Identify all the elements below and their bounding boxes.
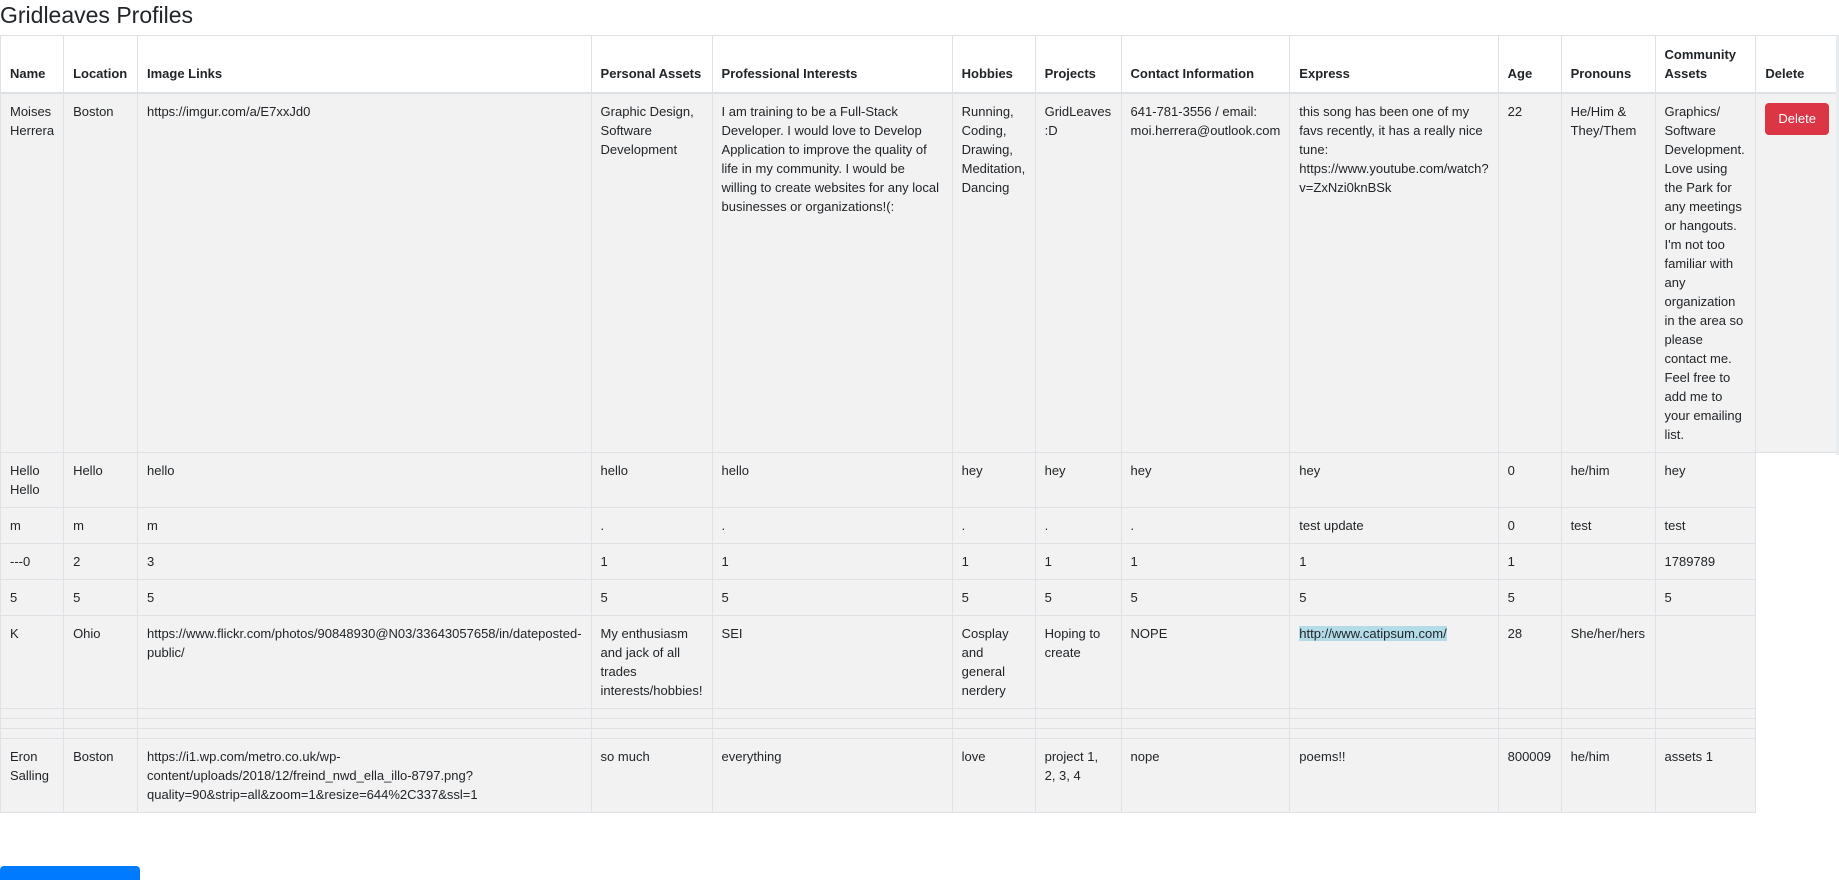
table-row [1,580,1839,616]
cell-delete-empty [1756,544,1839,580]
cell-delete [1756,93,1839,453]
express-link[interactable]: http://www.catipsum.com/ [1299,626,1447,641]
cell-personal-assets: . [591,508,712,544]
cell-empty [712,719,952,729]
table-row [1,739,1839,813]
cell-professional-interests: I am training to be a Full-Stack Developer. I would love to Develop Application to improve the quality of life in my community. I would be willing to create websites for any local businesses or organizations!(: [712,93,952,453]
cell-pronouns: She/her/hers [1561,616,1655,709]
table-row [1,93,1839,453]
header-personal-assets: Personal Assets [591,36,712,94]
cell-empty [591,709,712,719]
cell-contact-information: 5 [1121,580,1290,616]
cell-delete-empty [1756,729,1839,739]
header-express: Express [1290,36,1498,94]
cell-community-assets: 5 [1655,580,1756,616]
cell-empty [64,719,138,729]
table-row [1,508,1839,544]
cell-professional-interests: everything [712,739,952,813]
cell-projects: Hoping to create [1035,616,1121,709]
cell-age: 5 [1498,580,1561,616]
cell-image-links: m [138,508,592,544]
cell-pronouns: he/him [1561,739,1655,813]
cell-contact-information: hey [1121,453,1290,508]
cell-community-assets: test [1655,508,1756,544]
cell-empty [1121,729,1290,739]
table-row [1,616,1839,709]
cell-empty [64,729,138,739]
cell-name: Eron Salling [1,739,64,813]
cell-pronouns [1561,544,1655,580]
cell-express: 1 [1290,544,1498,580]
cell-personal-assets: 5 [591,580,712,616]
cell-empty [64,709,138,719]
table-row-empty [1,729,1839,739]
cell-projects: 1 [1035,544,1121,580]
cell-contact-information: 641-781-3556 / email: moi.herrera@outlook.com [1121,93,1290,453]
cell-personal-assets: My enthusiasm and jack of all trades interests/hobbies! [591,616,712,709]
cell-delete-empty [1756,709,1839,719]
cell-professional-interests: 1 [712,544,952,580]
cell-empty [1655,709,1756,719]
cell-contact-information: 1 [1121,544,1290,580]
cell-location: 5 [64,580,138,616]
header-image-links: Image Links [138,36,592,94]
cell-delete-empty [1756,453,1839,508]
header-delete: Delete [1756,36,1839,94]
cell-empty [1655,719,1756,729]
cell-hobbies: . [952,508,1035,544]
cell-empty [952,729,1035,739]
cell-pronouns: test [1561,508,1655,544]
cell-name: 5 [1,580,64,616]
table-row-empty [1,709,1839,719]
cell-empty [1035,729,1121,739]
cell-professional-interests: . [712,508,952,544]
cell-location: Boston [64,739,138,813]
cell-hobbies: 5 [952,580,1035,616]
cell-empty [1498,729,1561,739]
cell-location: m [64,508,138,544]
cell-hobbies: Running, Coding, Drawing, Meditation, Dancing [952,93,1035,453]
cell-contact-information: . [1121,508,1290,544]
cell-personal-assets: Graphic Design, Software Development [591,93,712,453]
header-contact-information: Contact Information [1121,36,1290,94]
cell-personal-assets: hello [591,453,712,508]
cell-empty [952,719,1035,729]
cell-delete-empty [1756,719,1839,729]
cell-community-assets: 1789789 [1655,544,1756,580]
cell-empty [712,729,952,739]
add-profile-button[interactable] [0,866,140,880]
cell-hobbies: 1 [952,544,1035,580]
cell-community-assets: assets 1 [1655,739,1756,813]
header-community-assets: Community Assets [1655,36,1756,94]
cell-empty [1290,729,1498,739]
cell-empty [1,729,64,739]
cell-age: 800009 [1498,739,1561,813]
cell-delete-empty [1756,616,1839,709]
cell-image-links: https://www.flickr.com/photos/90848930@N03/33643057658/in/dateposted-public/ [138,616,592,709]
header-name: Name [1,36,64,94]
cell-empty [1655,729,1756,739]
cell-age: 1 [1498,544,1561,580]
cell-pronouns [1561,580,1655,616]
header-hobbies: Hobbies [952,36,1035,94]
table-header-row [1,36,1839,94]
cell-empty [1498,709,1561,719]
cell-location: 2 [64,544,138,580]
table-row [1,453,1839,508]
cell-empty [1290,719,1498,729]
cell-community-assets: Graphics/ Software Development. Love using the Park for any meetings or hangouts. I'm not too familiar with any organization in the area so please contact me. Feel free to add me to your emailing list. [1655,93,1756,453]
profiles-table-wrapper [0,35,1839,813]
cell-image-links: 5 [138,580,592,616]
cell-projects: project 1, 2, 3, 4 [1035,739,1121,813]
cell-location: Hello [64,453,138,508]
cell-empty [591,729,712,739]
cell-hobbies: love [952,739,1035,813]
cell-empty [1,709,64,719]
header-professional-interests: Professional Interests [712,36,952,94]
cell-community-assets [1655,616,1756,709]
cell-empty [1121,709,1290,719]
cell-empty [1561,719,1655,729]
delete-button[interactable]: Delete [1765,103,1829,135]
cell-age: 28 [1498,616,1561,709]
table-row [1,544,1839,580]
header-projects: Projects [1035,36,1121,94]
cell-empty [1498,719,1561,729]
cell-pronouns: he/him [1561,453,1655,508]
cell-empty [138,709,592,719]
cell-projects: . [1035,508,1121,544]
cell-image-links: 3 [138,544,592,580]
cell-personal-assets: 1 [591,544,712,580]
cell-empty [1,719,64,729]
cell-name: Hello Hello [1,453,64,508]
cell-professional-interests: 5 [712,580,952,616]
cell-empty [138,729,592,739]
cell-express: poems!! [1290,739,1498,813]
cell-age: 22 [1498,93,1561,453]
cell-express: test update [1290,508,1498,544]
cell-image-links: https://i1.wp.com/metro.co.uk/wp-content/uploads/2018/12/freind_nwd_ella_illo-8797.png?quality=90&strip=all&zoom=1&resize=644%2C337&ssl=1 [138,739,592,813]
cell-contact-information: nope [1121,739,1290,813]
page-title: Gridleaves Profiles [0,2,194,28]
cell-express: 5 [1290,580,1498,616]
cell-empty [1035,719,1121,729]
cell-name: Moises Herrera [1,93,64,453]
cell-community-assets: hey [1655,453,1756,508]
table-row-empty [1,719,1839,729]
cell-hobbies: Cosplay and general nerdery [952,616,1035,709]
cell-location: Boston [64,93,138,453]
cell-professional-interests: hello [712,453,952,508]
cell-image-links: https://imgur.com/a/E7xxJd0 [138,93,592,453]
cell-age: 0 [1498,453,1561,508]
cell-image-links: hello [138,453,592,508]
cell-express: hey [1290,453,1498,508]
cell-hobbies: hey [952,453,1035,508]
cell-express: this song has been one of my favs recently, it has a really nice tune: https://www.youtube.com/watch?v=ZxNzi0knBSk [1290,93,1498,453]
cell-projects: GridLeaves :D [1035,93,1121,453]
cell-name: m [1,508,64,544]
cell-projects: 5 [1035,580,1121,616]
profiles-table [0,35,1839,813]
header-age: Age [1498,36,1561,94]
cell-location: Ohio [64,616,138,709]
cell-name: ---0 [1,544,64,580]
cell-empty [1290,709,1498,719]
cell-name: K [1,616,64,709]
cell-personal-assets: so much [591,739,712,813]
cell-empty [591,719,712,729]
cell-empty [1121,719,1290,729]
cell-age: 0 [1498,508,1561,544]
cell-delete-empty [1756,508,1839,544]
cell-delete-empty [1756,739,1839,813]
cell-projects: hey [1035,453,1121,508]
header-location: Location [64,36,138,94]
cell-empty [138,719,592,729]
cell-pronouns: He/Him & They/Them [1561,93,1655,453]
cell-contact-information: NOPE [1121,616,1290,709]
cell-express [1290,616,1498,709]
cell-empty [1035,709,1121,719]
cell-empty [712,709,952,719]
cell-empty [1561,709,1655,719]
cell-professional-interests: SEI [712,616,952,709]
cell-empty [1561,729,1655,739]
header-pronouns: Pronouns [1561,36,1655,94]
cell-delete-empty [1756,580,1839,616]
cell-empty [952,709,1035,719]
